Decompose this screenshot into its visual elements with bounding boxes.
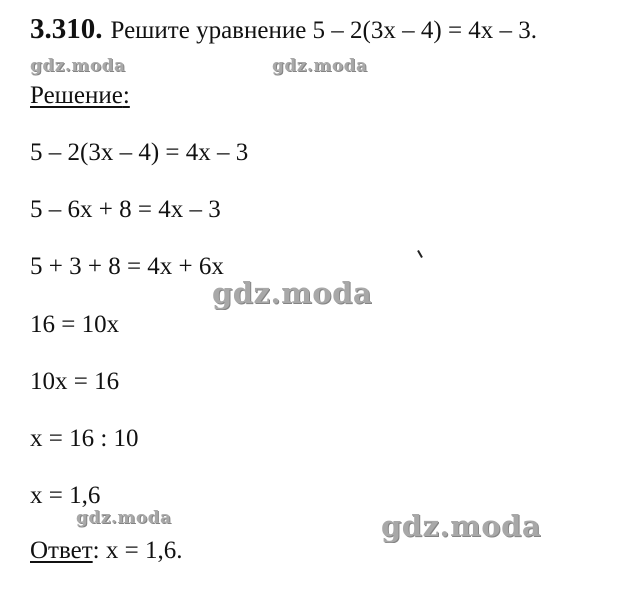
solution-step: 5 – 2(3x – 4) = 4x – 3 <box>30 139 249 166</box>
watermark: gdz.moda <box>76 508 172 528</box>
answer <box>30 537 182 565</box>
problem-number: 3.310. <box>30 13 103 45</box>
solution-label <box>30 82 130 110</box>
solution-step: 5 – 6x + 8 = 4x – 3 <box>30 196 221 223</box>
watermark: gdz.moda <box>212 276 373 310</box>
answer-value: : x = 1,6. <box>92 537 183 564</box>
solution-step: x = 16 : 10 <box>30 425 139 452</box>
solution-step: x = 1,6 <box>30 482 101 509</box>
watermark: gdz.moda <box>30 56 126 76</box>
problem-header <box>30 14 537 46</box>
solution-label-colon: : <box>122 82 130 109</box>
stray-mark <box>417 250 423 258</box>
answer-label: Ответ <box>30 537 93 564</box>
solution-step: 10x = 16 <box>30 368 120 395</box>
solution-step: 16 = 10x <box>30 311 120 338</box>
problem-statement: Решите уравнение 5 – 2(3x – 4) = 4x – 3. <box>110 17 538 44</box>
watermark: gdz.moda <box>272 56 368 76</box>
solution-label-text: Решение <box>30 82 123 109</box>
watermark: gdz.moda <box>381 509 542 543</box>
solution-step: 5 + 3 + 8 = 4x + 6x <box>30 253 224 280</box>
